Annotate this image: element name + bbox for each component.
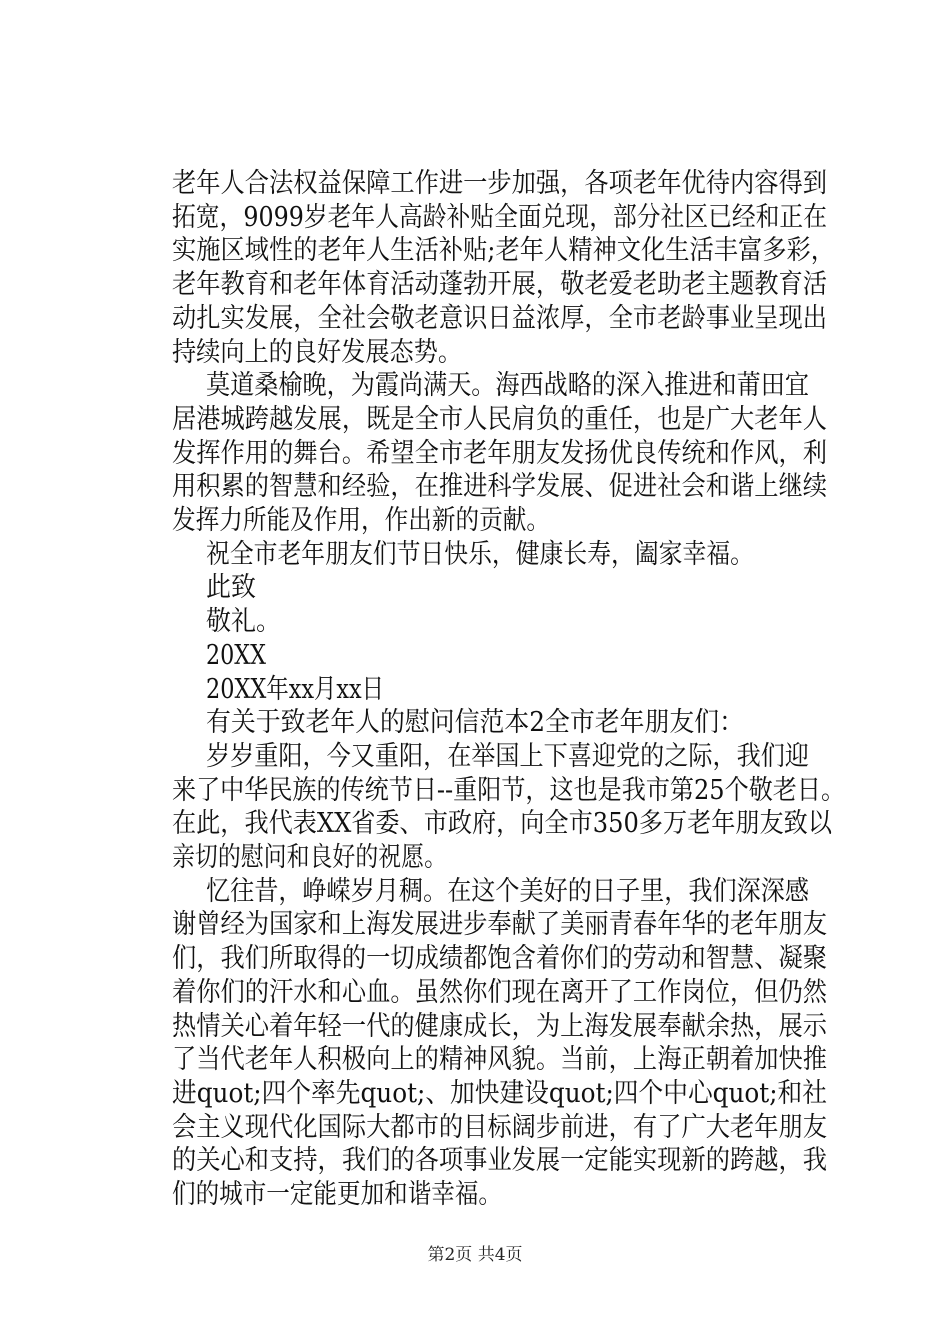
text-line: 发挥作用的舞台。希望全市老年朋友发扬优良传统和作风，利 — [172, 438, 828, 469]
text-line: 实施区域性的老年人生活补贴;老年人精神文化生活丰富多彩， — [172, 235, 835, 266]
text-line: 发挥力所能及作用，作出新的贡献。 — [172, 505, 550, 536]
text-line: 热情关心着年轻一代的健康成长，为上海发展奉献余热，展示 — [172, 1011, 828, 1042]
text-line: 在此，我代表XX省委、市政府，向全市350多万老年朋友致以 — [172, 808, 832, 839]
text-line: 此致 — [206, 572, 256, 603]
page-footer — [0, 1244, 950, 1266]
text-line: 们的城市一定能更加和谐幸福。 — [172, 1179, 502, 1210]
text-line: 谢曾经为国家和上海发展进步奉献了美丽青春年华的老年朋友 — [172, 909, 828, 940]
text-line: 拓宽，9099岁老年人高龄补贴全面兑现，部分社区已经和正在 — [172, 202, 827, 233]
text-line: 祝全市老年朋友们节日快乐，健康长寿，阖家幸福。 — [206, 539, 754, 570]
text-line: 的关心和支持，我们的各项事业发展一定能实现新的跨越，我 — [172, 1145, 828, 1176]
text-line: 着你们的汗水和心血。虽然你们现在离开了工作岗位，但仍然 — [172, 977, 828, 1008]
text-line: 亲切的慰问和良好的祝愿。 — [172, 842, 448, 873]
text-line: 有关于致老年人的慰问信范本2全市老年朋友们： — [206, 707, 744, 738]
text-line: 了当代老年人积极向上的精神风貌。当前，上海正朝着加快推 — [172, 1044, 828, 1075]
text-line: 忆往昔，峥嵘岁月稠。在这个美好的日子里，我们深深感 — [206, 876, 809, 907]
text-line: 用积累的智慧和经验，在推进科学发展、促进社会和谐上继续 — [172, 471, 828, 502]
text-line: 会主义现代化国际大都市的目标阔步前进，有了广大老年朋友 — [172, 1112, 828, 1143]
text-line: 持续向上的良好发展态势。 — [172, 337, 463, 368]
text-line: 老年教育和老年体育活动蓬勃开展，敬老爱老助老主题教育活 — [172, 269, 828, 300]
text-line: 们，我们所取得的一切成绩都饱含着你们的劳动和智慧、凝聚 — [172, 943, 828, 974]
text-line: 居港城跨越发展，既是全市人民肩负的重任，也是广大老年人 — [172, 404, 828, 435]
text-line: 老年人合法权益保障工作进一步加强，各项老年优待内容得到 — [172, 168, 828, 199]
text-line: 进quot;四个率先quot;、加快建设quot;四个中心quot;和社 — [172, 1078, 827, 1109]
text-line: 莫道桑榆晚，为霞尚满天。海西战略的深入推进和莆田宜 — [206, 370, 809, 401]
page-number-label: 第2页 共4页 — [427, 1245, 523, 1265]
text-line: 岁岁重阳，今又重阳，在举国上下喜迎党的之际，我们迎 — [206, 741, 809, 772]
text-line: 来了中华民族的传统节日--重阳节，这也是我市第25个敬老日。 — [172, 775, 846, 806]
text-line: 20XX年xx月xx日 — [206, 674, 385, 705]
text-line: 动扎实发展，全社会敬老意识日益浓厚，全市老龄事业呈现出 — [172, 303, 828, 334]
text-line: 20XX — [206, 640, 266, 671]
text-line: 敬礼。 — [206, 606, 281, 637]
